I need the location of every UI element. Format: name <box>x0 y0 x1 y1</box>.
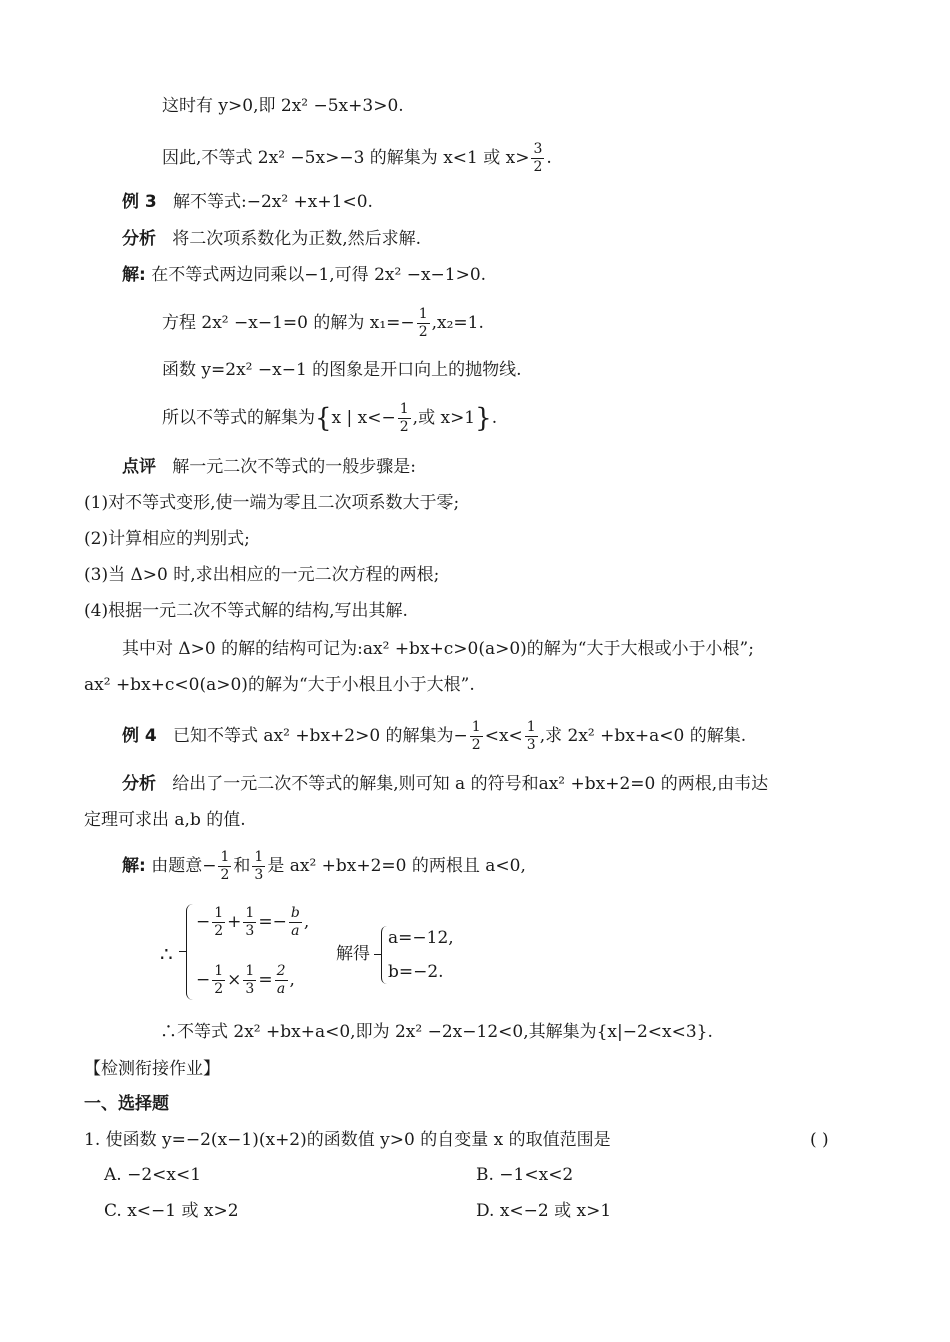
right-brace: } <box>475 403 492 434</box>
denominator: a <box>291 923 300 939</box>
numerator: 1 <box>220 849 230 865</box>
fraction <box>525 719 538 754</box>
denominator: 2 <box>399 419 409 435</box>
system-row-2 <box>196 962 295 998</box>
text-segment: − <box>196 912 211 932</box>
numerator: 1 <box>399 401 409 417</box>
numerator: 1 <box>214 963 224 979</box>
text-segment: =− <box>258 912 287 932</box>
denominator: 3 <box>245 923 255 939</box>
therefore-symbol: ∴ <box>160 942 173 966</box>
option-d: D. x<−2 或 x>1 <box>476 1201 612 1221</box>
text-segment: 由题意− <box>151 856 217 876</box>
homework-title: 【检测衔接作业】 <box>84 1059 220 1079</box>
result-brace <box>381 926 387 984</box>
comment <box>122 455 416 479</box>
system-row-1 <box>196 904 309 940</box>
numerator: 1 <box>526 719 536 735</box>
comment-text: 解一元二次不等式的一般步骤是: <box>172 457 416 477</box>
comment-label: 点评 <box>122 457 156 477</box>
solution-4 <box>122 848 526 884</box>
denominator: 2 <box>214 981 224 997</box>
numerator: 1 <box>254 849 264 865</box>
denominator: 2 <box>418 324 428 340</box>
numerator: 3 <box>533 141 543 157</box>
example-label: 例 3 <box>122 192 157 212</box>
denominator: a <box>276 981 286 997</box>
numerator: 1 <box>418 306 428 322</box>
text-segment: . <box>491 408 498 428</box>
note-line: 其中对 Δ>0 的解的结构可记为:ax² +bx+c>0(a>0)的解为“大于大根或小于小根”; <box>122 639 754 659</box>
fraction <box>470 719 483 754</box>
text-segment: ,求 2x² +bx+a<0 的解集. <box>539 726 747 746</box>
question-1: 1. 使函数 y=−2(x−1)(x+2)的函数值 y>0 的自变量 x 的取值范围是 <box>84 1130 611 1150</box>
analysis-3 <box>122 227 421 251</box>
denominator: 3 <box>254 867 264 883</box>
left-brace: { <box>315 403 332 434</box>
text-segment: , <box>303 912 310 932</box>
fraction <box>289 905 302 940</box>
denominator: 3 <box>245 981 255 997</box>
option-a: A. −2<x<1 <box>104 1165 202 1185</box>
fraction <box>218 849 231 884</box>
denominator: 2 <box>471 737 481 753</box>
text-segment: <x< <box>484 726 523 746</box>
solution-3 <box>122 263 486 287</box>
fraction <box>275 963 288 998</box>
note-line: ax² +bx+c<0(a>0)的解为“大于小根且小于大根”. <box>84 675 475 695</box>
step-item: (1)对不等式变形,使一端为零且二次项系数大于零; <box>84 493 460 513</box>
fraction <box>531 141 544 176</box>
numerator: 1 <box>245 905 255 921</box>
analysis-4 <box>122 772 768 796</box>
text-line: 函数 y=2x² −x−1 的图象是开口向上的抛物线. <box>162 360 522 380</box>
solution-text: 在不等式两边同乘以−1,可得 2x² −x−1>0. <box>151 265 487 285</box>
text-segment: 和 <box>233 856 251 876</box>
text-segment: × <box>227 970 242 990</box>
result-a: a=−12, <box>388 928 454 948</box>
text-segment: − <box>196 970 211 990</box>
text-segment: ,x₂=1. <box>431 313 484 333</box>
text-segment: x | x<− <box>331 408 396 428</box>
option-c: C. x<−1 或 x>2 <box>104 1201 239 1221</box>
analysis-label: 分析 <box>122 774 156 794</box>
step-item: (3)当 Δ>0 时,求出相应的一元二次方程的两根; <box>84 565 440 585</box>
analysis-label: 分析 <box>122 229 156 249</box>
fraction <box>212 905 225 940</box>
text-segment: , <box>289 970 295 990</box>
system-brace <box>186 904 193 1000</box>
solve-word: 解得 <box>336 944 370 964</box>
result-b: b=−2. <box>388 962 444 982</box>
step-item: (2)计算相应的判别式; <box>84 529 250 549</box>
analysis-text: 定理可求出 a,b 的值. <box>84 810 246 830</box>
fraction <box>243 905 256 940</box>
solution-label: 解: <box>122 856 146 876</box>
text-line <box>162 305 484 341</box>
numerator: 1 <box>471 719 481 735</box>
numerator: 1 <box>245 963 255 979</box>
text-segment: = <box>258 970 273 990</box>
example-text: 解不等式:−2x² +x+1<0. <box>172 192 373 212</box>
numerator: b <box>290 905 300 921</box>
step-item: (4)根据一元二次不等式解的结构,写出其解. <box>84 601 408 621</box>
answer-paren: ( ) <box>810 1130 829 1150</box>
fraction <box>212 963 225 998</box>
fraction <box>417 306 430 341</box>
section-title: 一、选择题 <box>84 1094 169 1114</box>
fraction <box>252 849 265 884</box>
option-b: B. −1<x<2 <box>476 1165 574 1185</box>
analysis-text: 给出了一元二次不等式的解集,则可知 a 的符号和ax² +bx+2=0 的两根,由韦达 <box>172 774 769 794</box>
text-line <box>162 140 552 176</box>
numerator: 1 <box>214 905 224 921</box>
text-segment: + <box>227 912 242 932</box>
solution-label: 解: <box>122 265 146 285</box>
fraction <box>398 401 411 436</box>
text-segment: 所以不等式的解集为 <box>162 408 315 428</box>
text-segment: 方程 2x² −x−1=0 的解为 x₁=− <box>162 313 415 333</box>
text-line <box>162 400 497 437</box>
final-answer: ∴不等式 2x² +bx+a<0,即为 2x² −2x−12<0,其解集为{x|−2<x<3}. <box>160 1022 713 1042</box>
numerator: 2 <box>276 963 286 979</box>
denominator: 2 <box>214 923 224 939</box>
fraction <box>243 963 256 998</box>
example-4 <box>122 718 746 754</box>
text-line: 这时有 y>0,即 2x² −5x+3>0. <box>162 96 404 116</box>
analysis-text: 将二次项系数化为正数,然后求解. <box>172 229 422 249</box>
example-label: 例 4 <box>122 726 157 746</box>
text-segment: 因此,不等式 2x² −5x>−3 的解集为 x<1 或 x> <box>162 148 530 168</box>
text-segment: ,或 x>1 <box>412 408 476 428</box>
denominator: 2 <box>220 867 230 883</box>
denominator: 2 <box>533 159 543 175</box>
text-segment: 是 ax² +bx+2=0 的两根且 a<0, <box>267 856 526 876</box>
denominator: 3 <box>526 737 536 753</box>
text-segment: 已知不等式 ax² +bx+2>0 的解集为− <box>172 726 468 746</box>
text-segment: . <box>546 148 552 168</box>
example-3 <box>122 190 373 214</box>
